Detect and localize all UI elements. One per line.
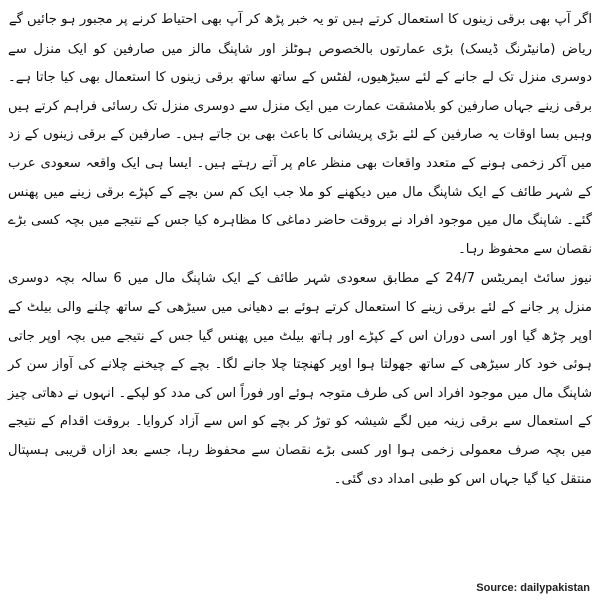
article-paragraph: نیوز سائٹ ایمریٹس 24/7 کے مطابق سعودی شہر طائف کے ایک شاپنگ مال میں 6 سالہ بچہ دوسری منزل پر جانے کے لئے برقی زینے کا استعمال کرتے ہوئے بے دھیانی میں سیڑھی کے ساتھ چلنے والی بیلٹ کے اوپر چڑھ گیا اور اسی دوران اس کے کپڑے اور ہاتھ بیلٹ میں پھنس گیا جس کے نتیجے میں بچہ اوپر جاتی ہوئی خود کار سیڑھی کے ساتھ جھولتا ہوا اوپر کھنچتا چلا جانے لگا۔ بچے کے چیخنے چلانے کی آواز سن کر شاپنگ مال میں موجود افراد اس کی طرف متوجہ ہوئے اور فوراً اس کی مدد کو لپکے۔ انہوں نے دھاتی چیز کے استعمال سے برقی زینہ میں لگے شیشہ کو توڑ کر بچے کو اس سے آزاد کروایا۔ بروقت اقدام کے نتیجے میں بچہ صرف معمولی زخمی ہوا اور کسی بڑے نقصان سے محفوظ رہا، جسے بعد ازاں قریبی ہسپتال منتقل کیا گیا جہاں اس کو طبی امداد دی گئی۔ xyxy=(8,271,592,487)
article-headline-paragraph: اگر آپ بھی برقی زینوں کا استعمال کرتے ہیں تو یہ خبر پڑھ کر آپ بھی احتیاط کرنے پر مجبور ہو جائیں گے xyxy=(8,12,592,27)
source-credit: Source: dailypakistan xyxy=(476,582,590,594)
article-body xyxy=(8,6,592,495)
article-paragraph: ریاض (مانیٹرنگ ڈیسک) بڑی عمارتوں بالخصوص ہوٹلز اور شاپنگ مالز میں صارفین کو ایک منزل سے دوسری منزل تک لے جانے کے لئے سیڑھیوں، لفٹس کے ساتھ ساتھ برقی زینوں کا استعمال بھی کیا جاتا ہے۔ برقی زینے جہاں صارفین کو بلامشقت عمارت میں ایک منزل سے دوسری منزل تک رسائی فراہم کرتے ہیں وہیں بسا اوقات یہ صارفین کے لئے بڑی پریشانی کا باعث بھی بن جاتے ہیں۔ صارفین کے برقی زینوں کے زد میں آکر زخمی ہونے کے متعدد واقعات بھی منظر عام پر آتے رہتے ہیں۔ ایسا ہی ایک واقعہ سعودی عرب کے شہر طائف کے ایک شاپنگ مال میں دیکھنے کو ملا جب ایک کم سن بچے کے کپڑے برقی زینے میں پھنس گئے۔ شاپنگ مال میں موجود افراد نے بروقت حاضر دماغی کا مظاہرہ کیا جس کے نتیجے میں بچہ کسی بڑے نقصان سے محفوظ رہا۔ xyxy=(8,41,592,257)
